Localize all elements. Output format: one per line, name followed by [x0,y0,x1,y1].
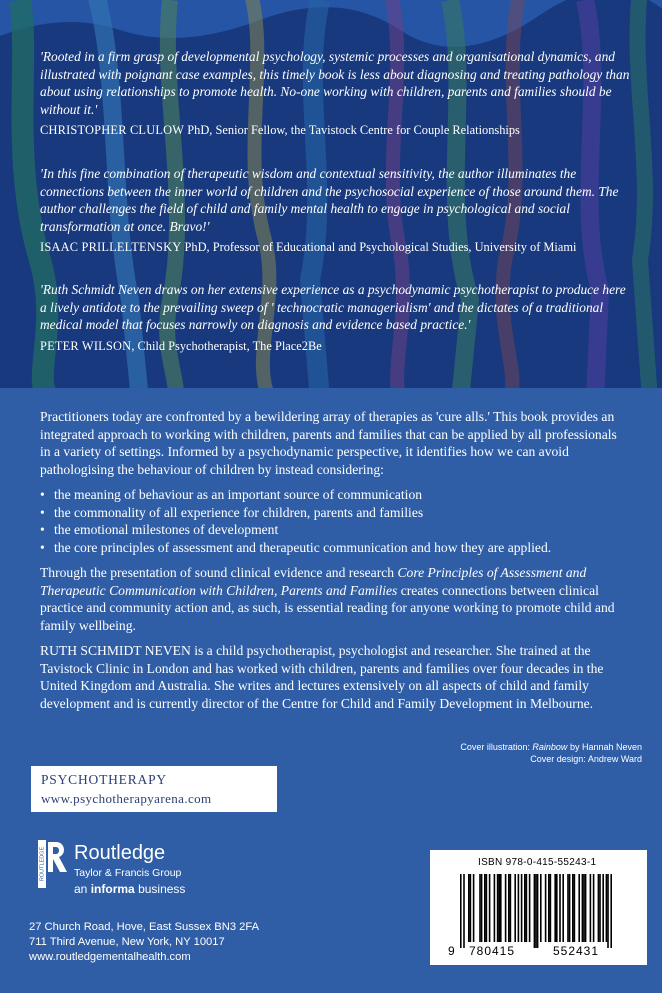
informa-prefix: an [74,882,88,896]
author-bio: RUTH SCHMIDT NEVEN is a child psychotherapist, psychologist and researcher. She trained at the Tavistock Clinic in London and has worked with children, parents and families over four decades in the United Kingdom and Australia. She writes and lectures extensively on all aspects of child and family development and is currently director of the Centre for Child and Family Development in Melbourne. [40,643,604,711]
reviewer-name: PETER WILSON [40,338,132,353]
cover-credits [460,741,642,765]
barcode-bar [554,874,556,942]
bullet-list [40,486,630,556]
illustration-title: Rainbow [532,742,568,752]
barcode-bar [473,874,475,942]
routledge-logo-icon [38,840,68,892]
address-line: 711 Third Avenue, New York, NY 10017 [29,936,225,948]
informa-suffix: business [138,882,186,896]
barcode-bar [498,874,500,942]
barcode-bar [463,874,465,948]
reviewer-role: PhD, Professor of Educational and Psychological Studies, University of Miami [184,240,577,254]
blurb-panel [0,388,662,993]
barcode-bar [559,874,561,942]
barcode-digit-first: 9 [448,944,455,958]
bullet-item: • the commonality of all experience for children, parents and families [40,504,630,522]
bullet-item: • the meaning of behaviour as an important source of communication [40,486,630,504]
barcode-bar [484,874,486,942]
illustration-prefix: Cover illustration: [460,742,530,752]
para2-end: creates connections between clinical practice and community action and, as such, is essential reading for anyone working to promote child and family wellbeing. [40,582,615,633]
barcode-bar [514,874,516,942]
barcode-bar [572,874,574,942]
barcode-bar [548,874,550,942]
reviewer-name: CHRISTOPHER CLULOW [40,123,185,137]
book-description [40,408,630,720]
publisher-group: Taylor & Francis Group [74,867,182,879]
illustration-artist: by Hannah Neven [569,742,642,752]
para2-start: Through the presentation of sound clinical evidence and research [40,565,395,580]
subject-label: PSYCHOTHERAPY [41,772,167,787]
barcode-bar [578,874,580,942]
bullet-item: • the emotional milestones of development [40,521,630,539]
publisher-name: Routledge [74,842,166,864]
website-link[interactable]: www.routledgementalhealth.com [29,951,191,963]
bullet-item: • the core principles of assessment and therapeutic communication and how they are applied. [40,539,630,557]
design-credit: Cover design: Andrew Ward [530,754,642,764]
review-quote-2 [40,165,630,257]
publisher-address [29,920,259,965]
description-intro: Practitioners today are confronted by a bewildering array of therapies as 'cure alls.' This book provides an integrated approach to working with children, parents and families that can be applied by all professionals in a variety of settings. Informed by a psychodynamic perspective, it identifies how we can avoid pathologising the behaviour of children by instead considering: [40,409,617,477]
barcode-image [430,850,647,965]
address-line: 27 Church Road, Hove, East Sussex BN3 2FA [29,921,260,933]
barcode-bar [486,874,488,942]
barcode-bar [582,874,584,942]
barcode-bar [607,874,609,948]
barcode-bar [460,874,462,948]
barcode-bar [518,874,520,942]
barcode-bar [545,874,547,942]
barcode-digits-left: 780415 [468,944,516,958]
barcode-bar [526,874,528,942]
subject-url[interactable]: www.psychotherapyarena.com [41,791,212,806]
barcode-bar [510,874,512,942]
quote-attribution [40,338,630,356]
book-title-italic: Core Principles of Assessment and Therapeutic Communication with Children, Parents and Families [40,565,587,598]
barcode-bar [470,874,472,942]
barcode-bar [494,874,496,942]
quote-attribution [40,122,630,140]
barcode-bar [500,874,502,942]
barcode-bar [599,874,601,942]
reviewer-name: ISAAC PRILLELTENSKY [40,240,182,254]
barcode-bar [562,874,564,942]
barcode-bar [556,874,558,942]
description-paragraph-2 [40,564,630,634]
barcode-bar [521,874,523,942]
barcode-bar [598,874,600,942]
cover-painting-area [0,0,662,388]
quote-text: 'Ruth Schmidt Neven draws on her extensive experience as a psychodynamic psychotherapist to produce here a lively antidote to the prevailing sweep of ' technocratic managerialism' and the dictates of a traditional medical model that focuses narrowly on diagnosis and evidence based practice.' [40,282,626,332]
barcode-bar [583,874,585,942]
barcode-bar [593,874,595,942]
reviewer-role: PhD, Senior Fellow, the Tavistock Centre for Couple Relationships [187,123,520,137]
barcode-bar [537,874,539,948]
barcode-bar [479,874,481,942]
barcode-bar [602,874,604,942]
barcode-bar [567,874,569,942]
quote-text: 'Rooted in a firm grasp of developmental psychology, systemic processes and organisational dynamics, and illustrated with poignant case examples, this timely book is less about diagnosing and treating pathology than about using relationships to promote health. No-one working with children, parents and families should be without it.' [40,49,630,117]
barcode-bar [569,874,571,942]
barcode-bar [489,874,491,942]
barcode-bar [468,874,470,942]
barcode-bar [585,874,587,942]
quote-text: 'In this fine combination of therapeutic wisdom and contextual sensitivity, the author illuminates the connections between the inner world of children and the psychosocial experience of those around them. The author challenges the field of child and family mental health to engage in psychological and social transformation at once. Bravo!' [40,166,619,234]
informa-brand: informa [90,882,135,896]
isbn-label: ISBN 978-0-415-55243-1 [478,857,597,868]
barcode-bar [550,874,552,942]
barcode-bar [574,874,576,942]
quote-attribution [40,239,630,257]
barcode-bar [529,874,531,942]
barcode-bar [535,874,537,948]
barcode-bar [481,874,483,942]
barcode-bar [610,874,612,948]
subject-category-box [31,766,277,812]
barcode-bar [505,874,507,942]
barcode-bar [508,874,510,942]
barcode-bar [534,874,536,948]
illustration-credit [460,741,642,753]
publisher-logo [38,840,288,900]
barcode-bar [590,874,592,942]
barcode-bar [497,874,499,942]
informa-tagline [74,882,185,896]
review-quote-1 [40,48,630,140]
isbn-barcode-box [430,850,647,965]
logo-side-text: ROUTLEDGE [39,846,46,882]
barcode-bar [540,874,542,942]
review-quote-3 [40,281,630,355]
barcode-bar [524,874,526,942]
reviewer-role: , Child Psychotherapist, The Place2Be [131,338,322,353]
barcode-bar [606,874,608,942]
barcode-digits-right: 552431 [552,944,600,958]
